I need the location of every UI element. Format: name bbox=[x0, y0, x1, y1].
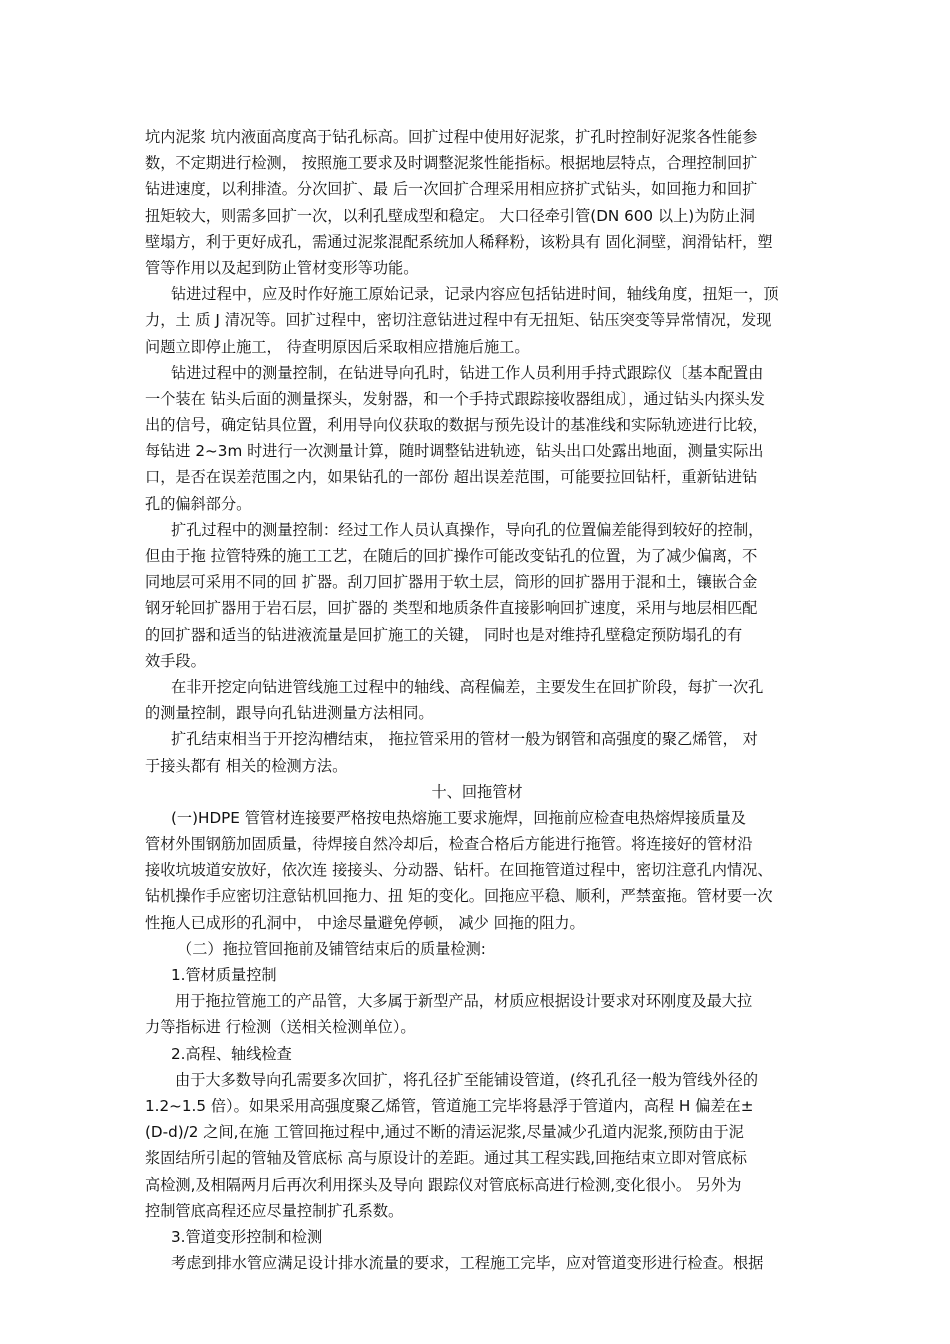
text-line: 出的信号，确定钻具位置，利用导向仪获取的数据与预先设计的基准线和实际轨迹进行比较， bbox=[145, 416, 768, 435]
text-line: 钻进过程中的测量控制，在钻进导向孔时，钻进工作人员利用手持式跟踪仪〔基本配置由 bbox=[171, 363, 764, 382]
text-line: 壁塌方，利于更好成孔，需通过泥浆混配系统加人稀释粉，该粉具有 固化洞壁，润滑钻杆，塑 bbox=[145, 232, 773, 251]
text-line: 同地层可采用不同的回 扩器。刮刀回扩器用于软土层，筒形的回扩器用于混和土，镶嵌合金 bbox=[145, 573, 758, 592]
text-line: 浆固结所引起的管轴及管底标 高与原设计的差距。通过其工程实践,回拖结束立即对管底标 bbox=[145, 1149, 747, 1168]
text-line: 管材外围钢筋加固质量，待焊接自然冷却后，检查合格后方能进行拖管。将连接好的管材沿 bbox=[145, 835, 753, 854]
text-line: 的回扩器和适当的钻进液流量是回扩施工的关键， 同时也是对维持孔壁稳定预防塌孔的有 bbox=[145, 625, 743, 644]
text-line: 钻进过程中，应及时作好施工原始记录，记录内容应包括钻进时间，轴线角度，扭矩一，顶 bbox=[171, 285, 779, 304]
text-line: 口，是否在误差范围之内，如果钻孔的一部份 超出误差范围，可能要拉回钻杆，重新钻进钻 bbox=[145, 468, 758, 487]
text-line: 接收坑坡道安放好，依次连 接接头、分动器、钻杆。在回拖管道过程中，密切注意孔内情况、 bbox=[145, 861, 773, 880]
text-line: 管等作用以及起到防止管材变形等功能。 bbox=[145, 258, 419, 277]
text-line: 3.管道变形控制和检测 bbox=[171, 1227, 323, 1246]
text-line: 1.2~1.5 倍）。如果采用高强度聚乙烯管，管道施工完毕将悬浮于管道内，高程 H 偏差在± bbox=[145, 1096, 754, 1115]
text-line: 由于大多数导向孔需要多次回扩，将孔径扩至能铺设管道，(终孔孔径一般为管线外径的 bbox=[175, 1070, 759, 1089]
text-line: 坑内泥浆 坑内液面高度高于钻孔标高。回扩过程中使用好泥浆，扩孔时控制好泥浆各性能参 bbox=[145, 128, 758, 146]
text-line: 用于拖拉管施工的产品管，大多属于新型产品，材质应根据设计要求对环刚度及最大拉 bbox=[175, 992, 753, 1011]
text-line: 扩孔过程中的测量控制：经过工作人员认真操作，导向孔的位置偏差能得到较好的控制， bbox=[171, 520, 764, 539]
text-line: 钻进速度，以利排渣。分次回扩、最 后一次回扩合理采用相应挤扩式钻头，如回拖力和回扩 bbox=[145, 180, 758, 199]
text-line: 但由于拖 拉管特殊的施工工艺，在随后的回扩操作可能改变钻孔的位置，为了减少偏离，不 bbox=[145, 547, 758, 565]
text-line: 在非开挖定向钻进管线施工过程中的轴线、高程偏差，主要发生在回扩阶段，每扩一次孔 bbox=[171, 677, 764, 696]
text-line: 的测量控制，跟导向孔钻进测量方法相同。 bbox=[145, 704, 434, 723]
text-line: 每钻进 2~3m 时进行一次测量计算，随时调整钻进轨迹，钻头出口处露出地面，测量实际出 bbox=[145, 442, 764, 461]
text-line: 2.高程、轴线检查 bbox=[171, 1044, 292, 1063]
text-line: 数，不定期进行检测， 按照施工要求及时调整泥浆性能指标。根据地层特点，合理控制回扩 bbox=[145, 154, 758, 173]
text-line: 高检测,及相隔两月后再次利用探头及导向 跟踪仪对管底标高进行检测,变化很小。 另外为 bbox=[145, 1175, 742, 1194]
text-line: 性拖人已成形的孔洞中， 中途尽量避免停顿， 减少 回拖的阻力。 bbox=[145, 913, 585, 932]
text-line: 问题立即停止施工， 待查明原因后采取相应措施后施工。 bbox=[145, 337, 530, 356]
text-line: （二）拖拉管回拖前及铺管结束后的质量检测: bbox=[177, 939, 486, 958]
text-line: 1.管材质量控制 bbox=[171, 966, 277, 984]
text-line: 于接头都有 相关的检测方法。 bbox=[145, 756, 348, 775]
text-line: 力等指标进 行检测（送相关检测单位）。 bbox=[145, 1018, 416, 1037]
text-line: 一个装在 钻头后面的测量探头，发射器，和一个手持式跟踪接收器组成〕，通过钻头内探头发 bbox=[145, 389, 765, 408]
text-line: (D-d)/2 之间,在施 工管回拖过程中,通过不断的清运泥浆,尽量减少孔道内泥浆,预防由于泥 bbox=[145, 1123, 744, 1142]
text-line: 扩孔结束相当于开挖沟槽结束， 拖拉管采用的管材一般为钢管和高强度的聚乙烯管， 对 bbox=[171, 730, 758, 749]
text-line: 考虑到排水管应满足设计排水流量的要求，工程施工完毕，应对管道变形进行检查。根据 bbox=[171, 1254, 764, 1273]
document-body bbox=[145, 124, 809, 1276]
text-line: 钢牙轮回扩器用于岩石层，回扩器的 类型和地质条件直接影响回扩速度，采用与地层相匹配 bbox=[145, 599, 758, 618]
text-line: 扭矩较大，则需多回扩一次，以利孔壁成型和稳定。 大口径牵引管(DN 600 以上)为防止洞 bbox=[145, 206, 755, 225]
text-line: 钻机操作手应密切注意钻机回拖力、扭 矩的变化。回拖应平稳、顺利，严禁蛮拖。管材要一次 bbox=[145, 887, 773, 906]
text-line: (一)HDPE 管管材连接要严格按电热熔施工要求施焊，回拖前应检查电热熔焊接质量及 bbox=[171, 808, 746, 827]
text-line: 效手段。 bbox=[145, 651, 206, 670]
section-heading: 十、回拖管材 bbox=[431, 782, 523, 801]
text-line: 孔的偏斜部分。 bbox=[145, 494, 252, 513]
text-line: 控制管底高程还应尽量控制扩孔系数。 bbox=[145, 1201, 404, 1220]
text-line: 力，土 质 J 清况等。回扩过程中，密切注意钻进过程中有无扭矩、钻压突变等异常情况，发现 bbox=[145, 311, 772, 330]
